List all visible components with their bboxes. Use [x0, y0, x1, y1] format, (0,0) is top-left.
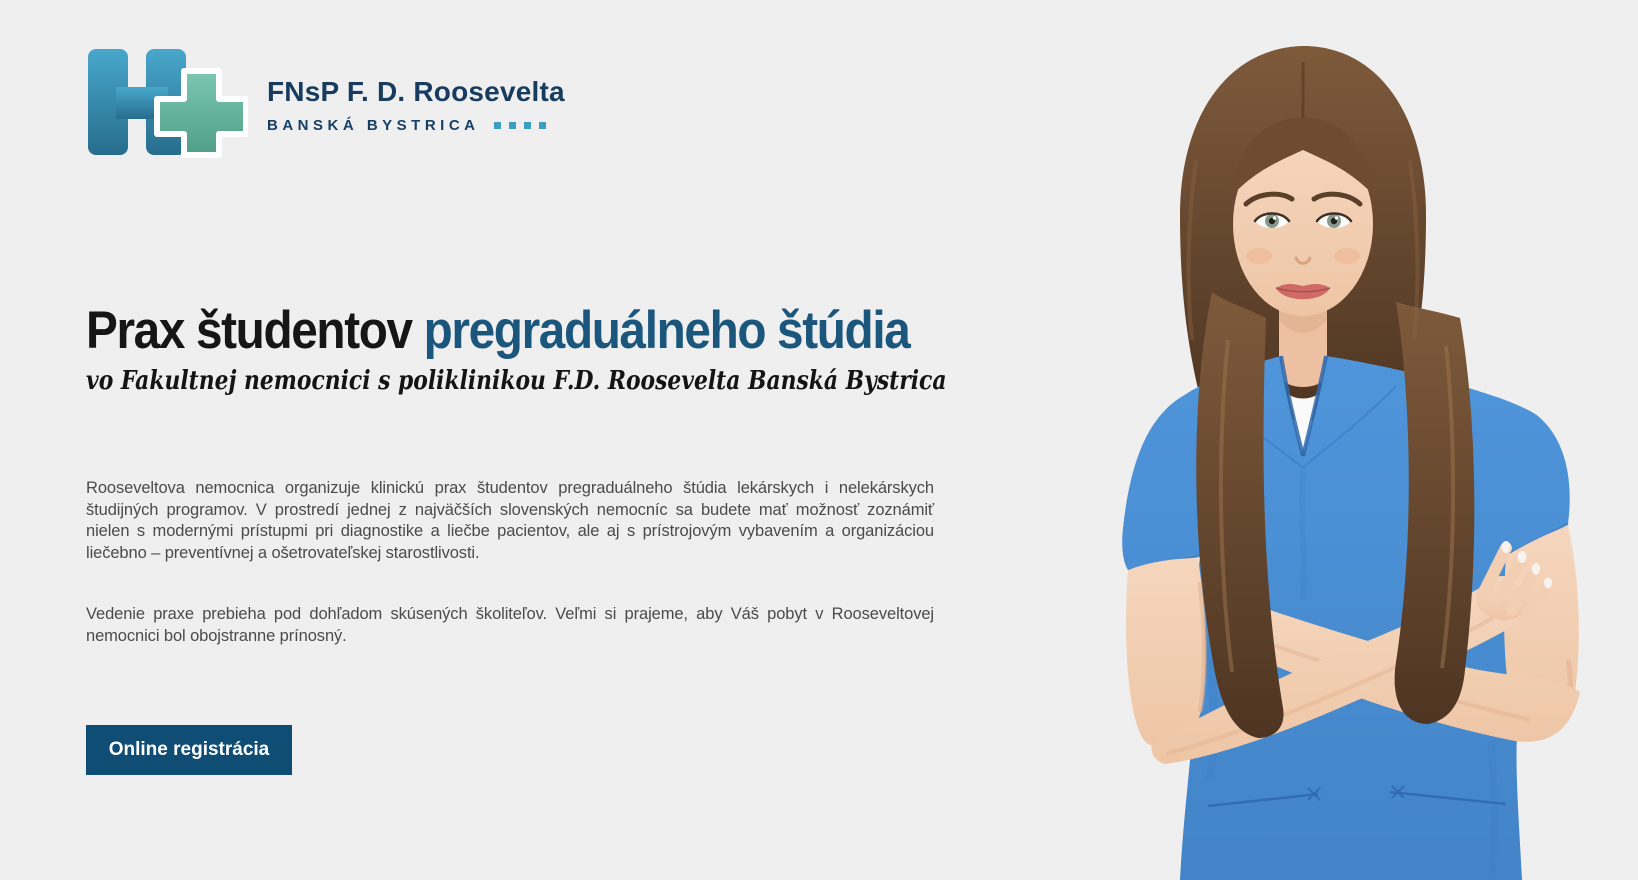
- brand-city: BANSKÁ BYSTRICA: [267, 117, 480, 134]
- dot-icon: [509, 122, 516, 129]
- dot-icon: [494, 122, 501, 129]
- page-subtitle: vo Fakultnej nemocnici s poliklinikou F.D. Roosevelta Banská Bystrica: [86, 366, 947, 396]
- brand-name: FNsP F. D. Roosevelta: [267, 76, 565, 107]
- brand-text: [267, 70, 565, 134]
- secondary-paragraph: Vedenie praxe prebieha pod dohľadom skúsených školiteľov. Veľmi si prajeme, aby Váš pobyt v Rooseveltovej nemocnici bol obojstranne prínosný.: [86, 605, 934, 645]
- page-title-highlight: pregraduálneho štúdia: [423, 301, 910, 360]
- dot-icon: [539, 122, 546, 129]
- nurse-photo: [1060, 0, 1638, 880]
- page-title-prefix: Prax študentov: [86, 301, 424, 360]
- intro-paragraph: Rooseveltova nemocnica organizuje klinickú prax študentov pregraduálneho štúdia lekárskych i nelekárskych študijných programov. V prostredí jednej z najväčších slovenských nemocníc sa budete mať možnosť zoznámiť nielen s modernými prístupmi pri diagnostike a liečbe pacientov, ale aj s prístrojovým vybavením a organizáciou liečebno – preventívnej a ošetrovateľskej starostlivosti.: [86, 479, 934, 562]
- dot-icon: [524, 122, 531, 129]
- page-title: [86, 300, 1076, 361]
- site-header: [86, 46, 565, 158]
- hospital-logo-icon[interactable]: [86, 46, 248, 158]
- brand-dots-decoration: [494, 122, 546, 129]
- online-registration-button[interactable]: Online registrácia: [86, 725, 292, 775]
